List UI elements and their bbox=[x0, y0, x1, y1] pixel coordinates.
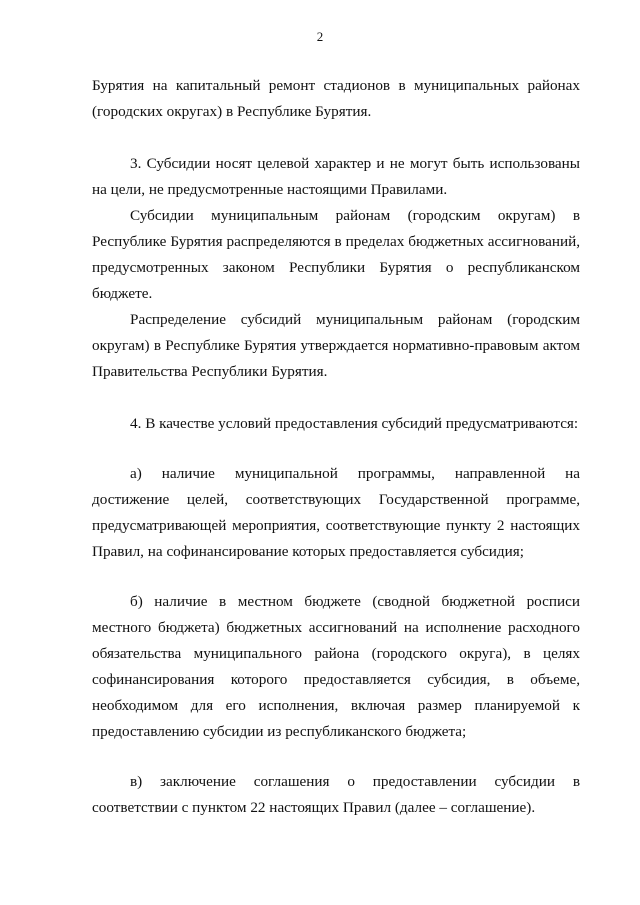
paragraph-item-4: 4. В качестве условий предоставления субсидий предусматриваются: bbox=[130, 415, 579, 432]
paragraph-item-3: 3. Субсидии носят целевой характер и не могут быть использованы на цели, не предусмотренные настоящими Правилами. bbox=[92, 155, 580, 198]
paragraph-condition-a: а) наличие муниципальной программы, направленной на достижение целей, соответствующих Государственной программе, предусматривающей мероприятия, соответствующие пункту 2 настоящих Правил, на софинансирование которых предоставляется субсидия; bbox=[92, 465, 580, 560]
page-number: 2 bbox=[316, 29, 324, 44]
paragraph-continuation: Бурятия на капитальный ремонт стадионов в муниципальных районах (городских округах) в Республике Бурятия. bbox=[92, 77, 580, 120]
document-body bbox=[92, 73, 580, 821]
paragraph-condition-c: в) заключение соглашения о предоставлении субсидии в соответствии с пунктом 22 настоящих Правил (далее – соглашение). bbox=[92, 773, 580, 816]
paragraph-subsidy-distribution: Субсидии муниципальным районам (городским округам) в Республике Бурятия распределяются в пределах бюджетных ассигнований, предусмотренных законом Республики Бурятия о республиканском бюджете. bbox=[92, 207, 580, 302]
paragraph-condition-b: б) наличие в местном бюджете (сводной бюджетной росписи местного бюджета) бюджетных ассигнований на исполнение расходного обязательства муниципального района (городского округа), в целях софинансирования которого предоставляется субсидия, в объеме, необходимом для его исполнения, включая размер планируемой к предоставлению субсидии из республиканского бюджета; bbox=[92, 593, 580, 740]
paragraph-distribution-approval: Распределение субсидий муниципальным районам (городским округам) в Республике Бурятия утверждается нормативно-правовым актом Правительства Республики Бурятия. bbox=[92, 311, 580, 380]
